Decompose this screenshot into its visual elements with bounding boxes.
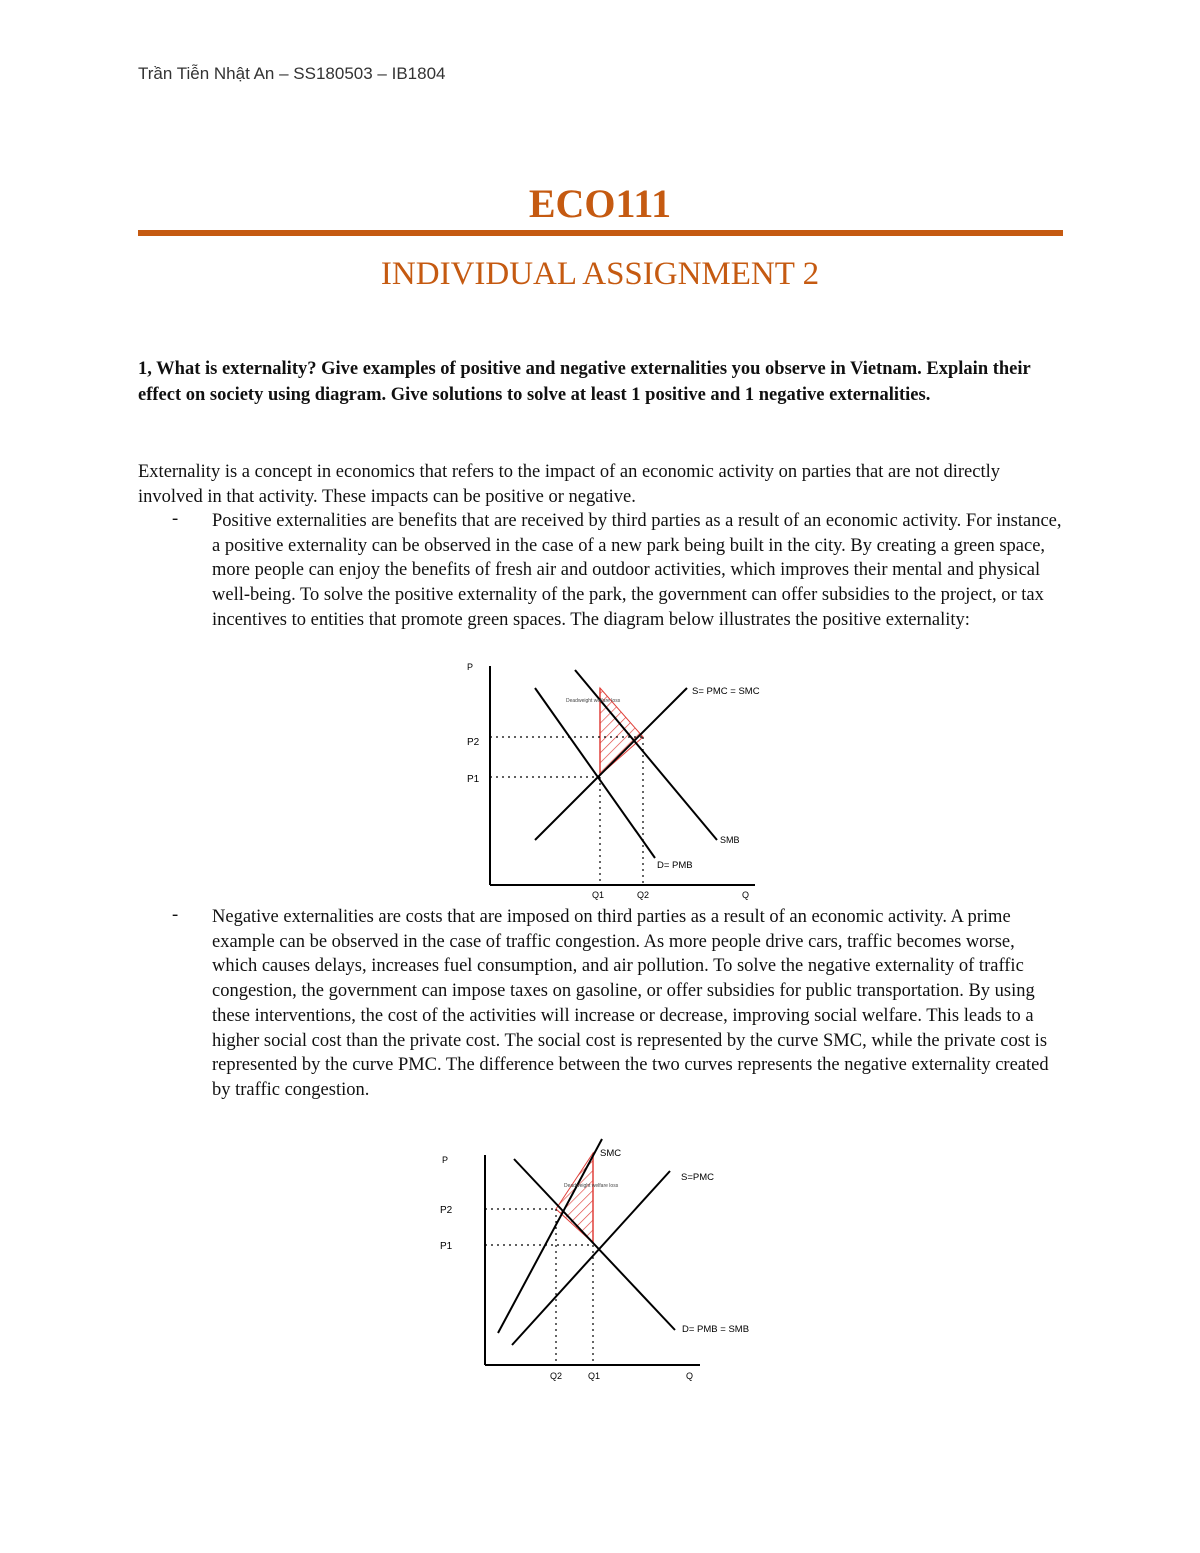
- label-p1: P1: [440, 1241, 453, 1252]
- label-supply: S=PMC: [681, 1172, 714, 1183]
- positive-externality-diagram: [455, 660, 775, 905]
- label-smc: SMC: [600, 1148, 622, 1159]
- demand-curve: [535, 688, 655, 858]
- bullet-dash: -: [172, 905, 179, 925]
- label-supply: S= PMC = SMC: [692, 686, 760, 697]
- axis-label-q: Q: [742, 890, 750, 900]
- negative-externality-paragraph: Negative externalities are costs that are imposed on third parties as a result of an economic activity. A prime example can be observed in the case of traffic congestion. As more people drive cars, traffic becomes worse, which causes delays, increases fuel consumption, and air pollution. To solve the negative externality of traffic congestion, the government can impose taxes on gasoline, or offer subsidies for public transportation. By using these interventions, the cost of the activities will increase or decrease, improving social welfare. This leads to a higher social cost than the private cost. The social cost is represented by the curve SMC, while the private cost is represented by the curve PMC. The difference between the two curves represents the negative externality created by traffic congestion.: [212, 907, 1049, 1100]
- bullet-dash: -: [172, 509, 179, 529]
- label-demand: D= PMB = SMB: [682, 1324, 750, 1335]
- label-q1: Q1: [592, 890, 605, 900]
- course-title: ECO111: [528, 181, 672, 226]
- positive-externality-paragraph: Positive externalities are benefits that are received by third parties as a result of an economic activity. For instance, a positive externality can be observed in the case of a new park being built in the city. By creating a green space, more people can enjoy the benefits of fresh air and outdoor activities, which improves their mental and physical well-being. To solve the positive externality of the park, the government can offer subsidies to the project, or tax incentives to entities that promote green spaces. The diagram below illustrates the positive externality:: [212, 511, 1062, 630]
- axis-label-p: P: [467, 662, 474, 672]
- label-p2: P2: [467, 737, 480, 748]
- label-q2: Q2: [637, 890, 650, 900]
- label-smb: SMB: [720, 835, 740, 845]
- label-p1: P1: [467, 774, 480, 785]
- title-divider: [138, 230, 1063, 236]
- axis-label-q: Q: [686, 1371, 694, 1381]
- label-q2: Q2: [550, 1371, 563, 1381]
- assignment-title: INDIVIDUAL ASSIGNMENT 2: [380, 256, 820, 292]
- axis-label-p: P: [442, 1155, 449, 1165]
- author-header: Trần Tiễn Nhật An – SS180503 – IB1804: [138, 64, 446, 83]
- label-deadweight: Deadweight welfare loss: [564, 1183, 619, 1189]
- intro-paragraph: Externality is a concept in economics that refers to the impact of an economic activity on parties that are not directly involved in that activity. These impacts can be positive or negative.: [138, 462, 1000, 507]
- label-deadweight: Deadweight welfare loss: [566, 698, 621, 704]
- question-text: 1, What is externality? Give examples of positive and negative externalities you observe in Vietnam. Explain their effect on society using diagram. Give solutions to solve at least 1 positive and 1 negative externalities.: [138, 359, 1031, 405]
- label-q1: Q1: [588, 1371, 601, 1381]
- negative-externality-diagram: [430, 1135, 760, 1385]
- label-demand: D= PMB: [657, 860, 693, 871]
- label-p2: P2: [440, 1205, 453, 1216]
